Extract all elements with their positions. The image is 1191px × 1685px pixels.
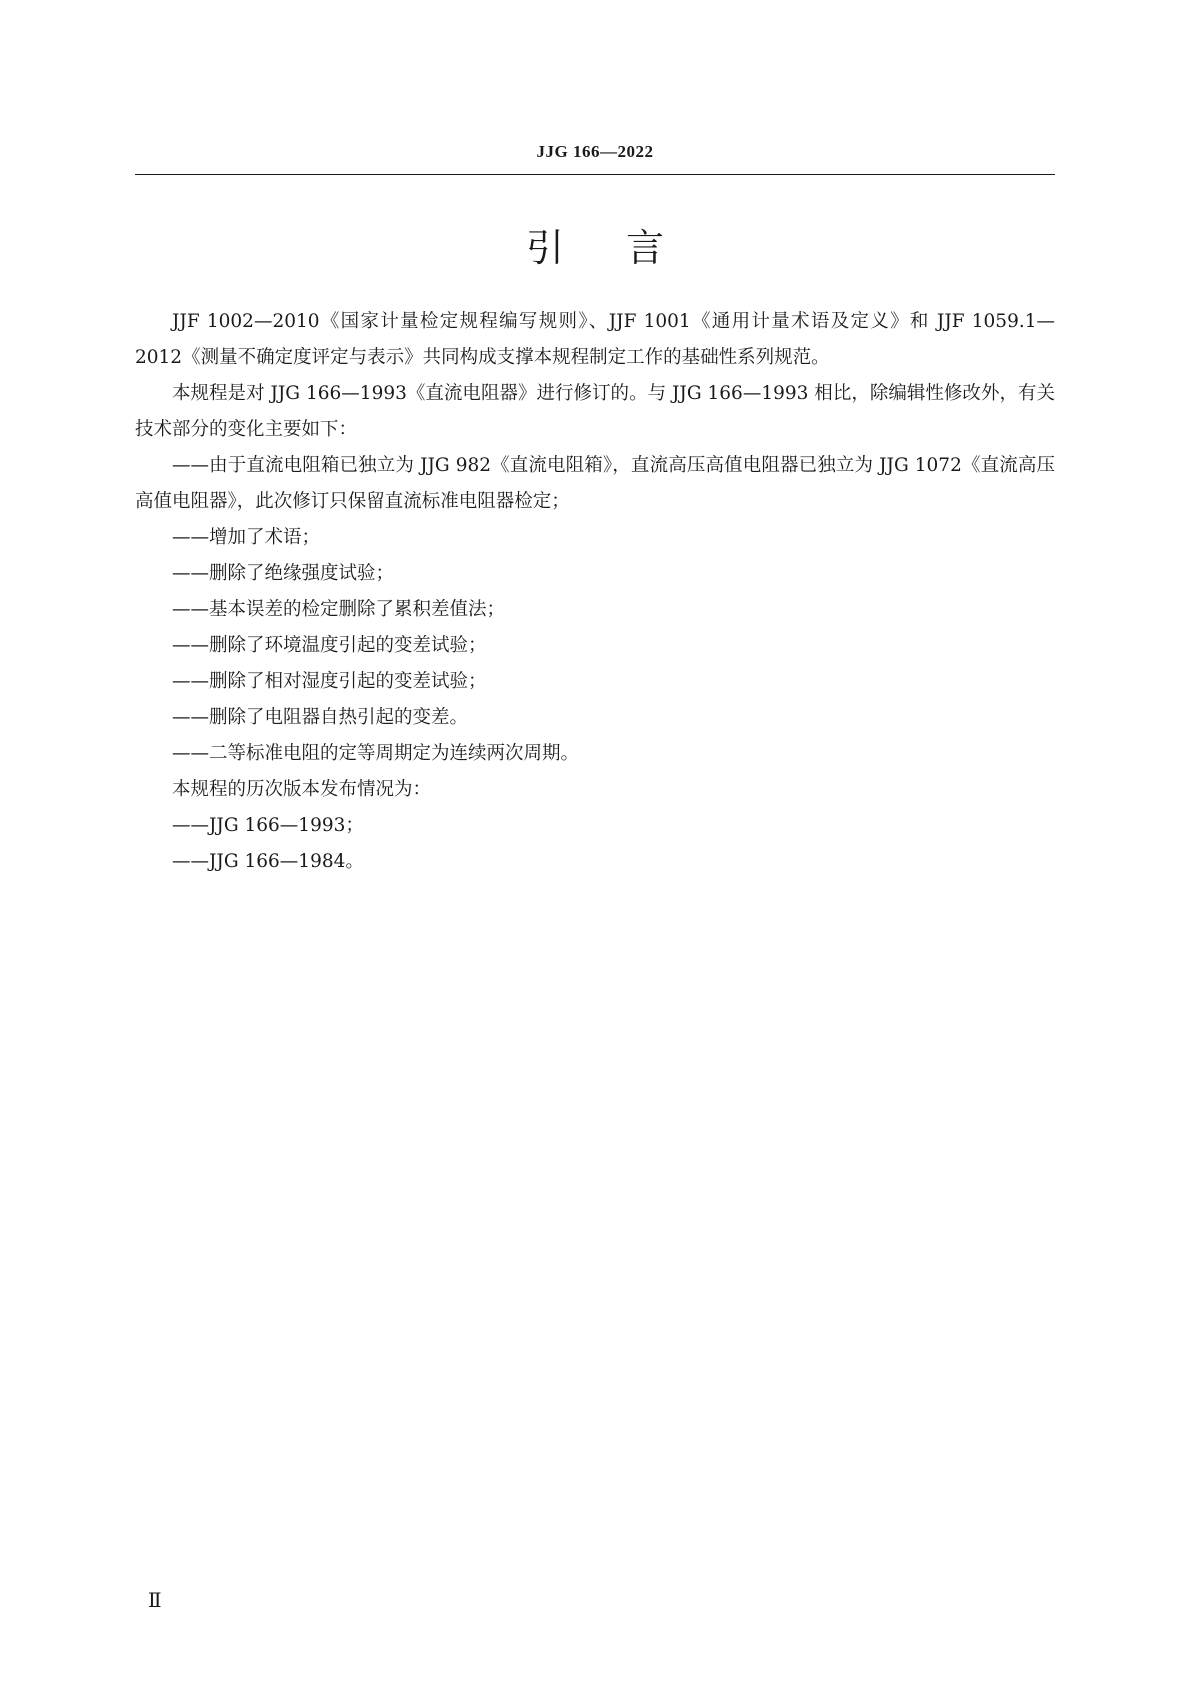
paragraph-supporting-standards: JJF 1002—2010《国家计量检定规程编写规则》、JJF 1001《通用计量术语及定义》和 JJF 1059.1—2012《测量不确定度评定与表示》共同构成支撑本规程制定工作的基础性系列规范。 — [135, 311, 1055, 368]
list-item-version: ——JJG 166—1984。 — [172, 851, 364, 872]
list-item-change: ——由于直流电阻箱已独立为 JJG 982《直流电阻箱》，直流高压高值电阻器已独立为 JJG 1072《直流高压高值电阻器》，此次修订只保留直流标准电阻器检定； — [135, 455, 1055, 512]
list-item-version: ——JJG 166—1993； — [172, 815, 364, 836]
paragraph-revision-summary: 本规程是对 JJG 166—1993《直流电阻器》进行修订的。与 JJG 166—1993 相比，除编辑性修改外，有关技术部分的变化主要如下： — [135, 383, 1055, 440]
list-item-change: ——删除了相对湿度引起的变差试验； — [172, 671, 487, 692]
list-item-change: ——删除了环境温度引起的变差试验； — [172, 635, 487, 656]
list-item-change: ——增加了术语； — [172, 527, 321, 548]
paragraph-version-history: 本规程的历次版本发布情况为： — [172, 779, 432, 800]
page-title: 引言 — [525, 226, 726, 270]
list-item-change: ——二等标准电阻的定等周期定为连续两次周期。 — [172, 743, 580, 764]
header-rule — [135, 174, 1055, 175]
page-header-doc-code: JJG 166—2022 — [536, 142, 654, 161]
page-number: Ⅱ — [148, 1590, 162, 1612]
list-item-change: ——删除了绝缘强度试验； — [172, 563, 395, 584]
body-text — [135, 304, 1055, 880]
list-item-change: ——基本误差的检定删除了累积差值法； — [172, 599, 506, 620]
list-item-change: ——删除了电阻器自热引起的变差。 — [172, 707, 469, 728]
